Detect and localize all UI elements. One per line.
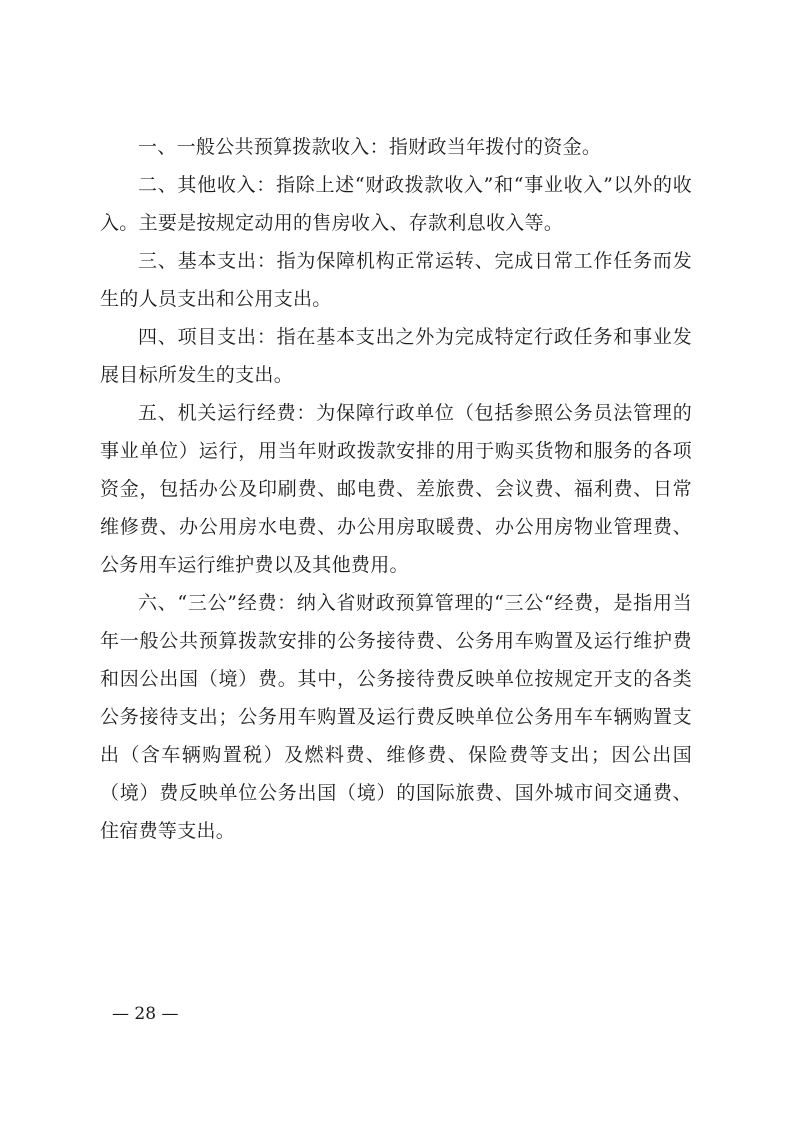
paragraph-operating-expenses: 五、机关运行经费：为保障行政单位（包括参照公务员法管理的事业单位）运行，用当年财政拨款安排的用于购买货物和服务的各项资金，包括办公及印刷费、邮电费、差旅费、会议费、福利费、日常维修费、办公用房水电费、办公用房取暖费、办公用房物业管理费、公务用车运行维护费以及其他费用。 <box>100 402 692 576</box>
paragraph-other-income: 二、其他收入：指除上述“财政拨款收入”和“事业收入”以外的收入。主要是按规定动用的售房收入、存款利息收入等。 <box>100 174 692 234</box>
document-body <box>100 128 692 850</box>
page-number: — 28 — <box>112 1004 179 1024</box>
paragraph-three-public-expenses: 六、“三公”经费：纳入省财政预算管理的“三公“经费，是指用当年一般公共预算拨款安排的公务接待费、公务用车购置及运行维护费和因公出国（境）费。其中，公务接待费反映单位按规定开支的各类公务接待支出；公务用车购置及运行费反映单位公务用车车辆购置支出（含车辆购置税）及燃料费、维修费、保险费等支出；因公出国（境）费反映单位公务出国（境）的国际旅费、国外城市间交通费、住宿费等支出。 <box>100 592 692 842</box>
paragraph-basic-expenditure: 三、基本支出：指为保障机构正常运转、完成日常工作任务而发生的人员支出和公用支出。 <box>100 250 692 310</box>
paragraph-project-expenditure: 四、项目支出：指在基本支出之外为完成特定行政任务和事业发展目标所发生的支出。 <box>100 326 692 386</box>
paragraph-general-budget-income: 一、一般公共预算拨款收入：指财政当年拨付的资金。 <box>138 136 602 158</box>
